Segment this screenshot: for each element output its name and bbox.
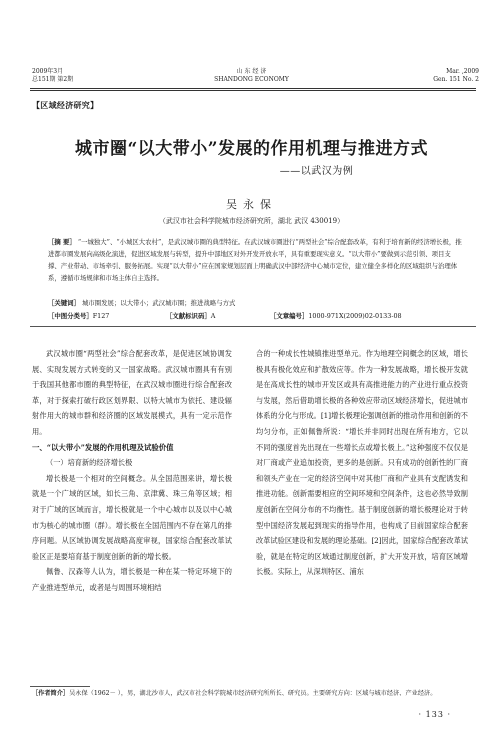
doc-value: A <box>210 312 216 320</box>
classification-codes <box>48 310 462 322</box>
journal-date-en-line1: Mar. ,2009 <box>446 68 479 75</box>
journal-date: 2009年3月 <box>32 68 64 75</box>
body-paragraph: 增长极是一个相对的空间概念。从全国范围来讲，增长极就是一个广域的区域，如长三角、京津冀、珠三角等区域；相对于广域的区域而言，增长极就是一个中心城市以及以中心城市为核心的城市圈（群）。增长极在全国范围内不存在第几的排序问题。从区域协调发展战略高度审视，国家综合配套改革试验区正是要培育基于制度创新的新的增长极。 <box>32 473 232 561</box>
abstract <box>48 236 462 284</box>
subsection-heading: （一）培育新的经济增长极 <box>46 458 133 468</box>
doc-code <box>166 310 270 322</box>
journal-name-en: SHANDONG ECONOMY <box>214 76 289 83</box>
journal-name-cn: 山 东 经 济 <box>236 68 267 75</box>
author-footnote <box>32 689 468 700</box>
article-author: 吴永保 <box>226 198 277 211</box>
keywords-text: 城市圈发展；以大带小；武汉城市圈；推进战略与方式 <box>82 299 236 307</box>
journal-date-en-line2: Gen. 151 No. 2 <box>433 76 479 83</box>
body-column-left <box>32 346 232 596</box>
body-paragraph: 合的一种成长性城镇推进型单元。作为地理空间概念的区域，增长极具有极化效应和扩散效应等。作为一种发展战略，增长极开发就是在高成长性的城市开发区或具有高推进能力的产业进行重点投资与发展，然后借助增长极的各种效应带动区域经济增长，促进城市体系的分化与形成。[1]增长极理论强调创新的推动作用和创新的不均匀分布，正如佩鲁所说：“增长并非同时出现在所有地方，它以不同的强度首先出现在一些增长点或增长极上。”这种强度不仅仅是对厂商或产业追加投资，更多的是创新。只有成功的创新性的厂商和领头产业在一定的经济空间中对其他厂商和产业具有支配诱发和推进功能。创新需要相应的空间环境和空间条件，这也必然导致制度创新在空间分布的不均衡性。基于制度创新的增长极理论对于转型中国经济发展起到现实的指导作用，也构成了目前国家综合配套改革试验区建设和发展的理论基础。[2]因此，国家综合配套改革试验，就是在特定的区域通过制度创新，扩大开发开放，培育区域增长极。实际上，从深圳特区、浦东 <box>256 349 468 577</box>
clc-code <box>48 310 166 322</box>
clc-value: F127 <box>92 312 110 320</box>
footnote-text: 吴永保（1962－ ），男，湖北沙市人，武汉市社会科学院城市经济研究所所长、研究员。主要研究方向：区域与城市经济、产业经济。 <box>69 690 437 697</box>
section-heading: 一、“以大带小”发展的作用机理及试验价值 <box>32 442 174 452</box>
article-subtitle: ——以武汉为例 <box>279 166 354 177</box>
author-affiliation: （武汉市社会科学院城市经济研究所，湖北 武汉 430019） <box>158 217 345 225</box>
doc-label: ［文献标识码］ <box>166 312 211 320</box>
article-number <box>270 310 402 322</box>
keywords-label: ［关键词］ <box>48 299 80 307</box>
body-paragraph: 佩鲁、汉森等人认为，增长极是一种在某一特定环境下的产业推进型单元，或者是与周围环境相结 <box>32 567 232 592</box>
journal-name <box>0 68 503 84</box>
journal-issue: 总151期 第2期 <box>32 76 74 83</box>
footnote-rule <box>30 686 90 687</box>
abstract-label: ［摘 要］ <box>48 238 76 246</box>
abstract-rule <box>30 326 476 327</box>
abstract-text: “一城独大”、“小城区大农村”，是武汉城市圈的典型特征。在武汉城市圈进行“两型社会”综合配套改革，有利于培育新的经济增长极，推进都市圈发展向高级化演进，促进区域发展与转型，提升中部地区对外开发开放水平，具有重要现实意义。“以大带小”要做到示范引领、项目支撑、产业带动、市场牵引、服务拓展。实现“以大带小”应在国家规划层面上明确武汉中部经济中心城市定位，建立健全多样化的区域组织与治理体系，遵循市场规律和市场主体自主选择。 <box>48 238 462 282</box>
journal-date-en <box>433 68 479 84</box>
body-paragraph: 武汉城市圈“两型社会”综合配套改革，是促进区域协调发展、实现发展方式转变的又一国家战略。武汉城市圈具有有别于我国其他都市圈的典型特征，在武汉城市圈进行综合配套改革，对于探索打破行政区划界限、以特大城市为依托、建设辐射作用大的城市群和经济圈的区域发展模式，具有一定示范作用。 <box>32 349 232 436</box>
page-number: · 133 · <box>418 710 451 719</box>
article-number-label: ［文章编号］ <box>270 312 309 320</box>
header-rule-thick <box>30 88 476 89</box>
clc-label: ［中图分类号］ <box>48 312 93 320</box>
article-number-value: 1000-971X(2009)02-0133-08 <box>308 312 402 320</box>
header-rule-thin <box>30 90 476 91</box>
section-tag: 【区域经济研究】 <box>32 100 99 110</box>
article-title: 城市圈“以大带小”发展的作用机理与推进方式 <box>74 139 429 159</box>
body-column-right <box>256 346 468 580</box>
keywords <box>48 297 462 309</box>
footnote-label: ［作者简介］ <box>32 690 70 697</box>
